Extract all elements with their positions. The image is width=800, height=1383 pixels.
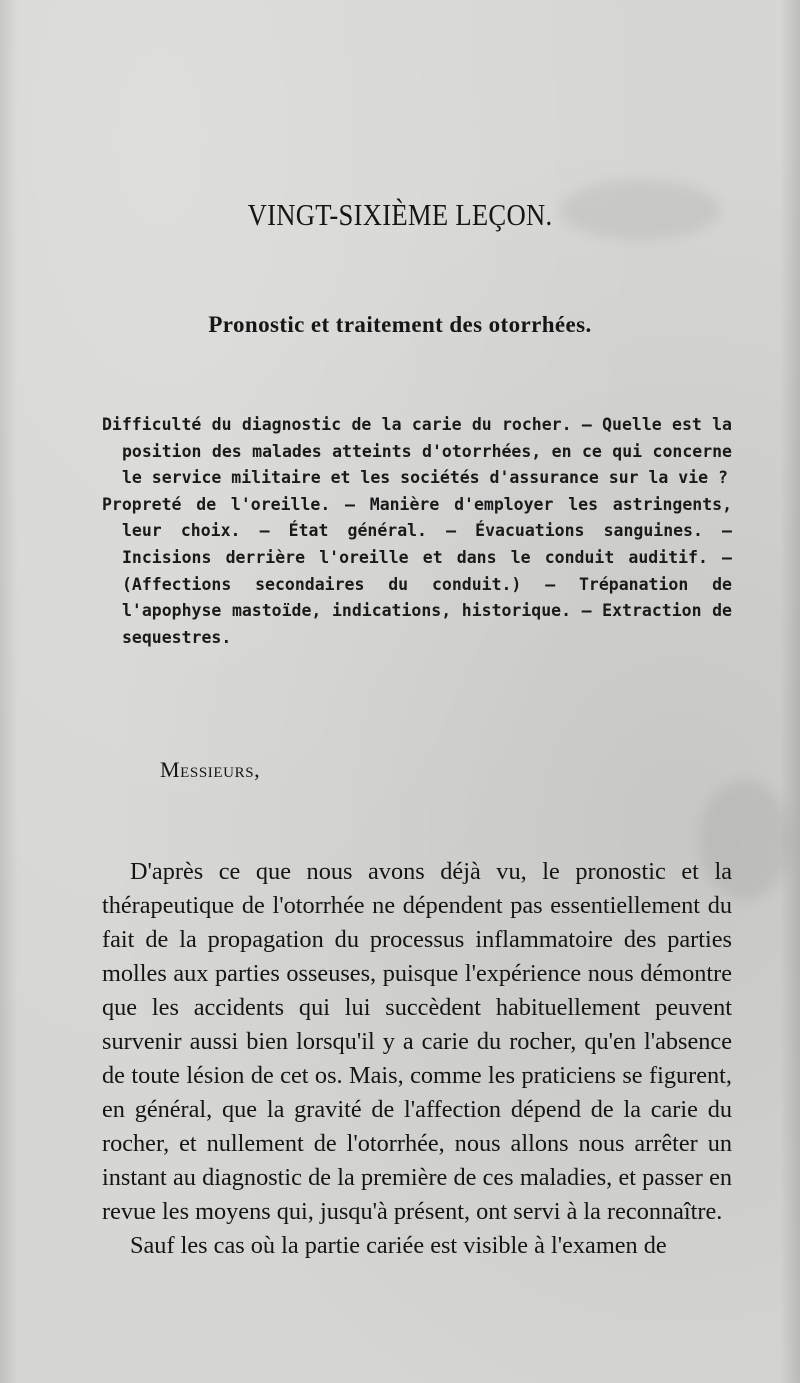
summary-paragraph: Propreté de l'oreille. — Manière d'employer les astringents, leur choix. — État général. — Évacuations sanguines. — Incisions derrière l'oreille et dans le conduit auditif. — (Affections secondaires du conduit.) — Trépanation de l'apophyse mastoïde, indications, historique. — Extraction de sequestres. (102, 494, 732, 647)
salutation: Messieurs, (160, 757, 261, 782)
subject-title: Pronostic et traitement des otorrhées. (208, 312, 592, 337)
chapter-summary (102, 412, 732, 651)
body-paragraph: Sauf les cas où la partie cariée est visible à l'examen de (130, 1232, 667, 1259)
chapter-title: VINGT-SIXIÈME LEÇON. (247, 197, 553, 232)
body-text (102, 855, 732, 1263)
summary-paragraph: Difficulté du diagnostic de la carie du rocher. — Quelle est la position des malades atteints d'otorrhées, en ce qui concerne le service militaire et les sociétés d'assurance sur la vie ? (102, 415, 732, 488)
body-paragraph: D'après ce que nous avons déjà vu, le pronostic et la thérapeutique de l'otorrhée ne dépendent pas essentiellement du fait de la propagation du processus inflammatoire des parties molles aux parties osseuses, puisque l'expérience nous démontre que les accidents qui lui succèdent habituellement peuvent survenir aussi bien lorsqu'il y a carie du rocher, qu'en l'absence de toute lésion de cet os. Mais, comme les praticiens se figurent, en général, que la gravité de l'affection dépend de la carie du rocher, et nullement de l'otorrhée, nous allons nous arrêter un instant au diagnostic de la première de ces maladies, et passer en revue les moyens qui, jusqu'à présent, ont servi à la reconnaître. (102, 858, 732, 1225)
